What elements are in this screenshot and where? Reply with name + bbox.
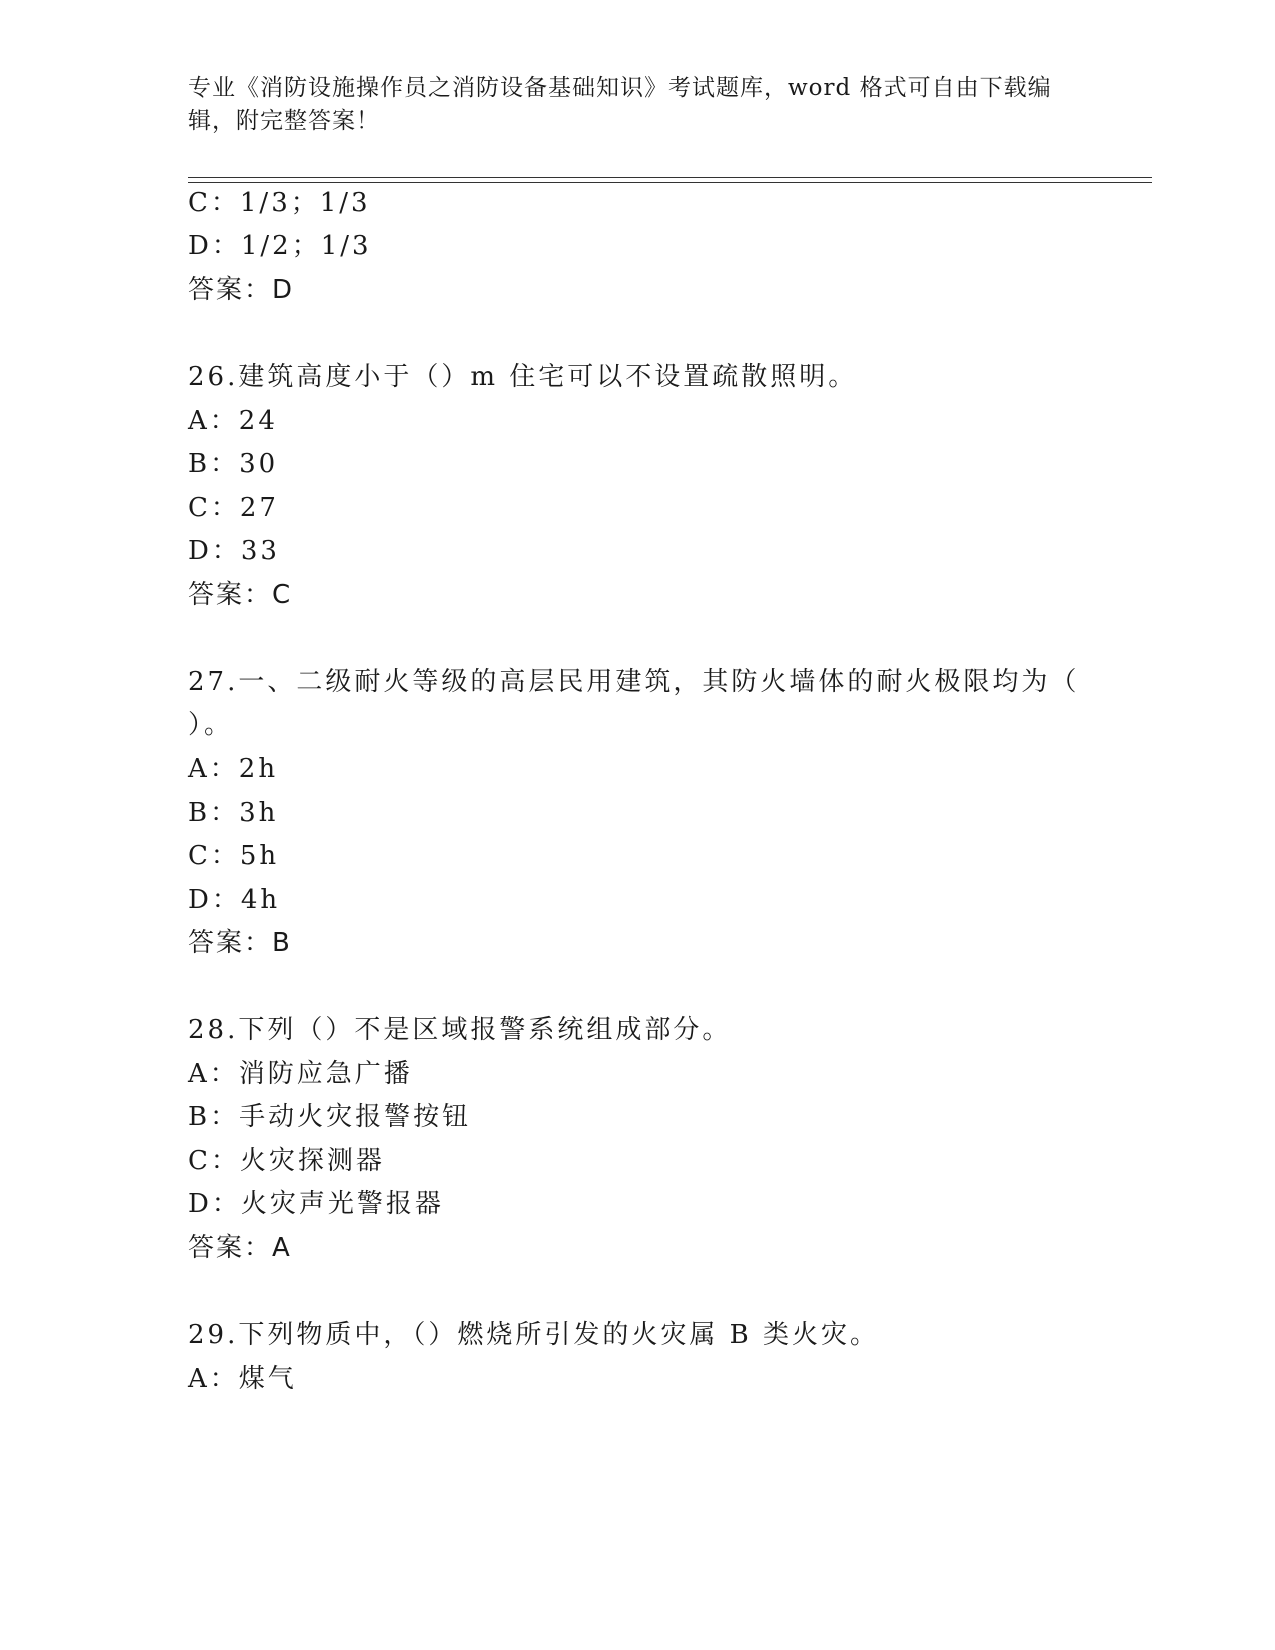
- q27-option-c: C：5h: [188, 841, 280, 871]
- q29-option-a: A：煤气: [188, 1364, 297, 1394]
- q27-answer: 答案：B: [188, 928, 292, 958]
- q28-option-c: C：火灾探测器: [188, 1146, 385, 1176]
- q27-option-d: D：4h: [188, 885, 281, 915]
- q29-stem: 29.下列物质中，（）燃烧所引发的火灾属 B 类火灾。: [188, 1320, 879, 1350]
- header-rule-bottom: [188, 182, 1152, 183]
- q26-option-a: A：24: [188, 406, 278, 436]
- q27-stem-line2: ）。: [188, 710, 234, 740]
- q26-option-b: B：30: [188, 449, 279, 479]
- q25-answer: 答案：D: [188, 275, 295, 305]
- q26-option-c: C：27: [188, 493, 279, 523]
- q25-option-c: C：1/3；1/3: [188, 188, 371, 218]
- q27-option-a: A：2h: [188, 754, 279, 784]
- q25-option-d: D：1/2；1/3: [188, 231, 372, 261]
- q27-stem-line1: 27.一、二级耐火等级的高层民用建筑，其防火墙体的耐火极限均为（: [188, 667, 1080, 697]
- q28-option-d: D：火灾声光警报器: [188, 1189, 444, 1219]
- q28-option-a: A：消防应急广播: [188, 1059, 413, 1089]
- q28-answer: 答案：A: [188, 1233, 292, 1263]
- q28-stem: 28.下列（）不是区域报警系统组成部分。: [188, 1015, 732, 1045]
- document-header: 专业《消防设施操作员之消防设备基础知识》考试题库，word 格式可自由下载编辑，附完整答案！: [188, 75, 1052, 134]
- header-rule-top: [188, 177, 1152, 178]
- q27-option-b: B：3h: [188, 798, 279, 828]
- q26-stem: 26.建筑高度小于（）m 住宅可以不设置疏散照明。: [188, 362, 858, 392]
- q26-option-d: D：33: [188, 536, 280, 566]
- q26-answer: 答案：C: [188, 580, 293, 610]
- q28-option-b: B：手动火灾报警按钮: [188, 1102, 472, 1132]
